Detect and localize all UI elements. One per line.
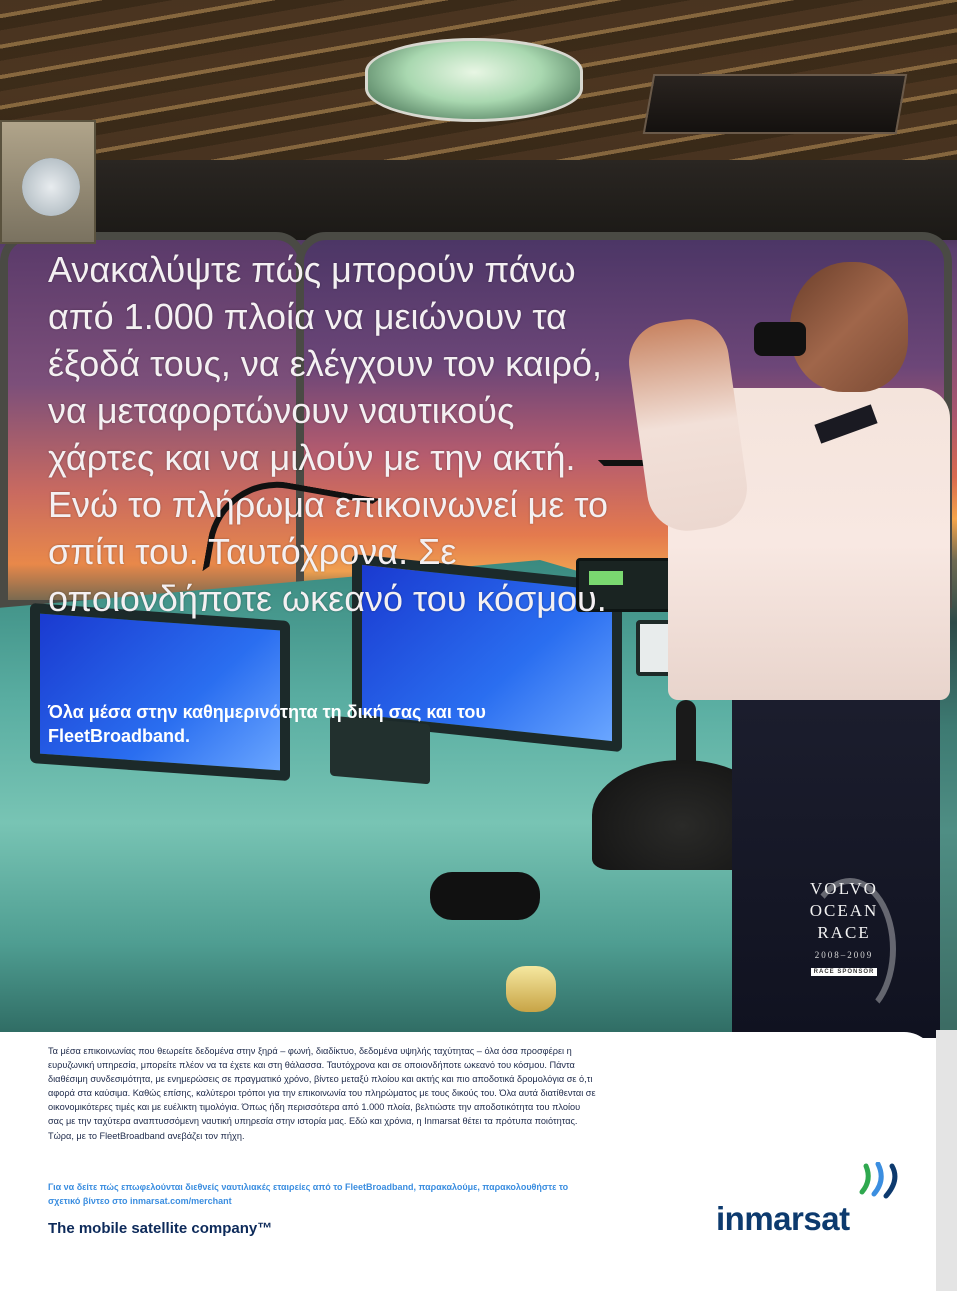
- window-frame: [0, 160, 957, 240]
- ad-headline: Ανακαλύψτε πώς μπορούν πάνω από 1.000 πλοία να μειώνουν τα έξοδά τους, να ελέγχουν τον καιρό, να μεταφορτώνουν ναυτικούς χάρτες και να μιλούν με την ακτή. Ενώ το πλήρωμα επικοινωνεί με το σπίτι του. Ταυτόχρονα. Σε οποιονδήποτε ωκεανό του κόσμου.: [48, 249, 609, 619]
- overhead-compass-display: [365, 38, 583, 122]
- page-edge: [936, 1030, 957, 1291]
- sponsor-line-3: RACE: [817, 923, 871, 942]
- console-knob: [506, 966, 556, 1012]
- sponsor-line-1: VOLVO: [810, 879, 878, 898]
- ad-tagline: Όλα μέσα στην καθημερινότητα τη δική σας και του FleetBroadband.: [48, 702, 486, 746]
- officer-head: [790, 262, 908, 392]
- sponsor-line-2: OCEAN: [809, 901, 879, 920]
- inmarsat-logo[interactable]: [716, 1160, 896, 1250]
- clock-icon: [22, 158, 80, 216]
- ceiling-light-panel: [643, 74, 908, 134]
- brand-name: inmarsat: [716, 1200, 850, 1237]
- company-slogan: The mobile satellite company™: [48, 1220, 273, 1237]
- sponsor-badge: RACE SPONSOR: [811, 968, 878, 976]
- satellite-wave-icon: [856, 1162, 904, 1202]
- body-copy: Τα μέσα επικοινωνίας που θεωρείτε δεδομένα στην ξηρά – φωνή, διαδίκτυο, δεδομένα υψηλής ταχύτητας – όλα όσα προσφέρει η ευρυζωνική υπηρεσία, μπορείτε πλέον να τα έχετε και στη θάλασσα. Ταυτόχρονα και σε οποιονδήποτε ωκεανό του κόσμου. Πάντα διαθέσιμη συνδεσιμότητα, με ενημερώσεις σε πραγματικό χρόνο, βίντεο μεταξύ πλοίου και ακτής και πιο αποδοτικά δρομολόγια σε ό,τι αφορά στα καύσιμα. Καθώς επίσης, καλύτεροι τρόποι για την επικοινωνία του πληρώματος με τους δικούς του. Όλα αυτά διατίθενται σε οικονομικότερες τιμές και με ευέλικτη τιμολόγια. Όπως ήδη περισσότερα από 1.000 πλοία, βελτιώστε την αποδοτικότητα του πλοίου σας με την ταχύτερα αναπτυσσόμενη ναυτική υπηρεσία στην ιστορία μας. Εδώ και χρόνια, η Inmarsat θέτει τα πρότυπα ποιότητας. Τώρα, με το FleetBroadband ανεβάζει τον πήχη.: [48, 1046, 596, 1141]
- bridge-telephone: [430, 872, 540, 920]
- radar-screen-left: [30, 603, 290, 781]
- volvo-ocean-race-badge: [796, 878, 892, 978]
- cta-link-text[interactable]: Για να δείτε πώς επωφελούνται διεθνείς ναυτιλιακές εταιρείες από το FleetBroadband, παρακαλούμε, παρακολουθήστε το σχετικό βίντεο στο inmarsat.com/merchant: [48, 1182, 569, 1206]
- binoculars-icon: [754, 322, 806, 356]
- wall-clock: [0, 120, 96, 244]
- sponsor-years: 2008–2009: [814, 950, 874, 960]
